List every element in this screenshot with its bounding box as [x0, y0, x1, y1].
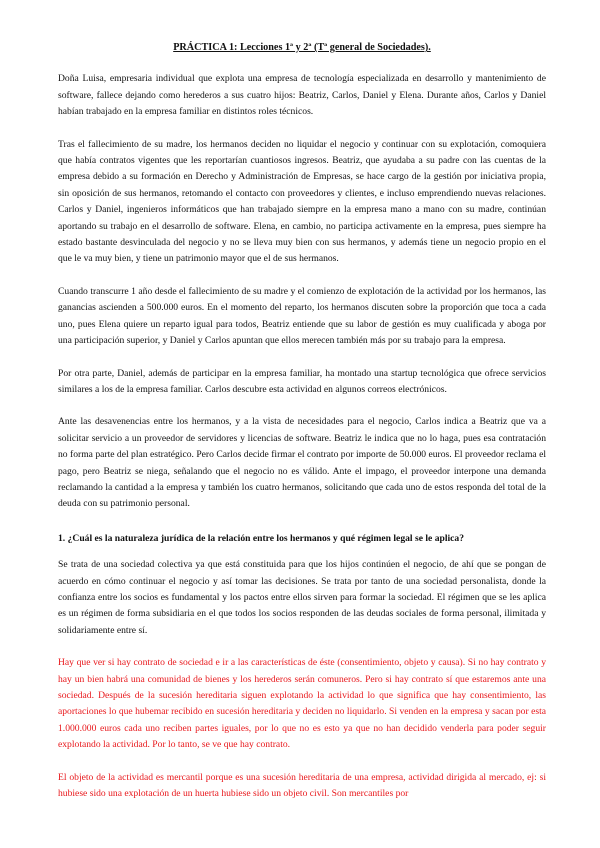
statement-paragraph-3: Cuando transcurre 1 año desde el fallecimiento de su madre y el comienzo de explotación de la actividad por los hermanos, las ganancias ascienden a 500.000 euros. En el momento del reparto, los hermanos discuten sobre la proporción que toca a cada uno, pues Elena quiere un reparto igual para todos, Beatriz entiende que su labor de gestión es muy cualificada y aboga por una participación superior, y Daniel y Carlos apuntan que ellos merecen también más por su trabajo para la empresa.: [58, 285, 546, 347]
statement-paragraph-5: Ante las desavenencias entre los hermanos, y a la vista de necesidades para el negocio, Carlos indica a Beatriz que va a solicitar servicio a un proveedor de servidores y licencias de software. Beatriz le indica que no lo haga, pues esa contratación no forma parte del plan estratégico. Pero Carlos decide firmar el contrato por importe de 50.000 euros. El proveedor reclama el pago, pero Beatriz se niega, señalando que el negocio no es válido. Ante el impago, el proveedor interpone una demanda reclamando la cantidad a la empresa y también los cuatro hermanos, solicitando que cada uno de estos responda del total de la deuda con su patrimonio personal.: [58, 416, 546, 510]
statement-paragraph-2: Tras el fallecimiento de su madre, los hermanos deciden no liquidar el negocio y continuar con su explotación, comoquiera que había contratos vigentes que les reportarían cuantiosos ingresos. Beatriz, que ayudaba a su padre con las cuentas de la empresa debido a su formación en Derecho y Administración de Empresas, se hace cargo de la gestión por iniciativa propia, sin oposición de sus hermanos, retomando el contacto con proveedores y clientes, e incluso emprendiendo nuevas relaciones. Carlos y Daniel, ingenieros informáticos que han trabajado siempre en la empresa mano a mano con su madre, continúan aportando su trabajo en el desarrollo de software. Elena, en cambio, no participa activamente en la empresa, pues siempre ha estado bastante desvinculada del negocio y no se lleva muy bien con sus hermanos, y además tiene un negocio propio en el que le va muy bien, y tiene un patrimonio mayor que el de sus hermanos.: [58, 138, 546, 265]
statement-paragraph-1: Doña Luisa, empresaria individual que explota una empresa de tecnología especializada en desarrollo y mantenimiento de software, fallece dejando como herederos a sus cuatro hijos: Beatriz, Carlos, Daniel y Elena. Durante años, Carlos y Daniel habían trabajado en la empresa familiar en distintos roles técnicos.: [58, 73, 546, 118]
question-1: 1. ¿Cuál es la naturaleza jurídica de la relación entre los hermanos y qué régimen legal se le aplica?: [58, 532, 465, 544]
statement-paragraph-4: Por otra parte, Daniel, además de participar en la empresa familiar, ha montado una startup tecnológica que ofrece servicios similares a los de la empresa familiar. Carlos descubre esta actividad en algunos correos electrónicos.: [58, 367, 546, 395]
document-title: PRÁCTICA 1: Lecciones 1ª y 2ª (Tª general de Sociedades).: [173, 42, 431, 53]
answer-paragraph: Se trata de una sociedad colectiva ya que está constituida para que los hijos continúen el negocio, de ahí que se pongan de acuerdo en cómo continuar el negocio y así tomar las decisiones. Se trata por tanto de una sociedad personalista, donde la confianza entre los socios es fundamental y los pactos entre ellos sirven para formar la sociedad. El régimen que se les aplica es un régimen de forma subsidiaria en el que todos los socios responden de las deudas sociales de forma personal, ilimitada y solidariamente entre sí.: [58, 559, 546, 636]
note-paragraph-2: El objeto de la actividad es mercantil porque es una sucesión hereditaria de una empresa, actividad dirigida al mercado, ej: si hubiese sido una explotación de un huerta hubiese sido un objeto civil. Son mercantiles por: [58, 771, 546, 800]
note-paragraph-1: Hay que ver si hay contrato de sociedad e ir a las características de éste (consentimiento, objeto y causa). Si no hay contrato y hay un bien habrá una comunidad de bienes y los herederos serán comuneros. Pero si hay contrato sí que estaremos ante una sociedad. Después de la sucesión hereditaria siguen explotando la actividad lo que significa que hay consentimiento, las aportaciones lo que hubemar recibido en sucesión hereditaria y deciden no liquidarlo. Si venden en la empresa y sacan por esta 1.000.000 euros cada uno reciben partes iguales, por lo que no es esto ya que no han decidido venderla para poder seguir explotando la actividad. Por lo tanto, se ve que hay contrato.: [58, 657, 546, 751]
document-body: [58, 40, 546, 818]
